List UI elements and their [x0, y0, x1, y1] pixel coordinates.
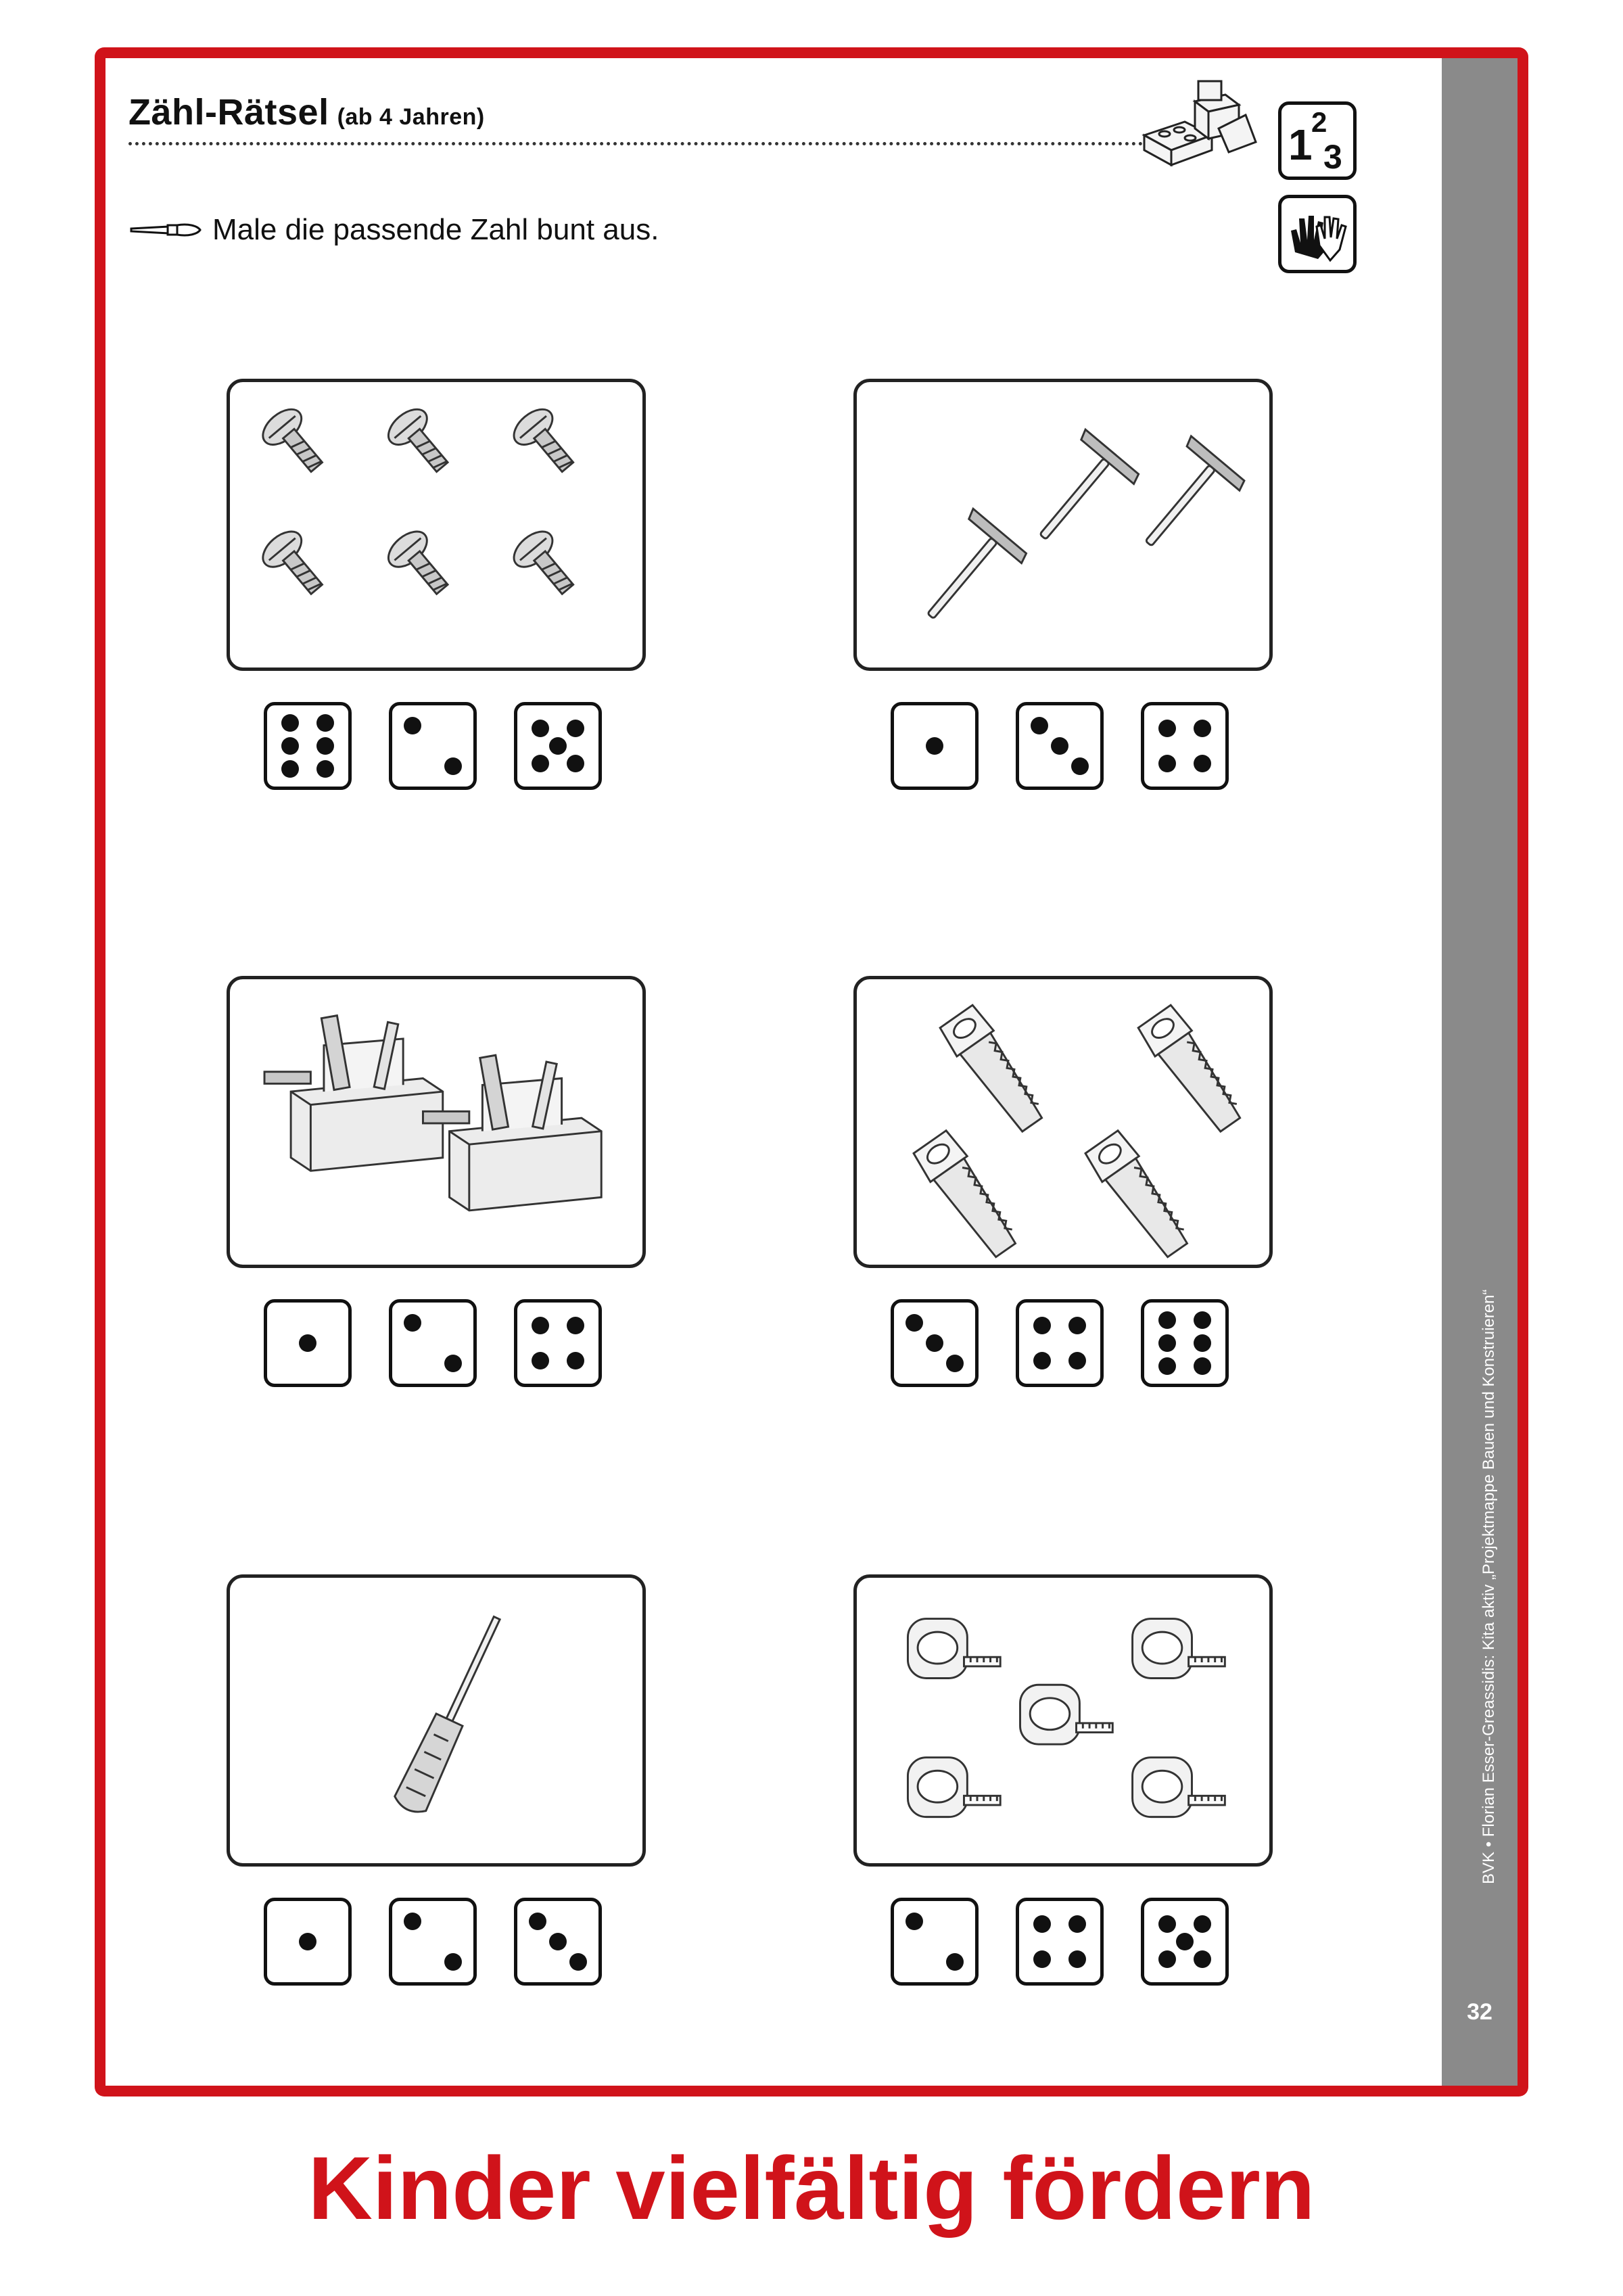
saw-1 [938, 1004, 1050, 1138]
sidebar-credit: BVK • Florian Esser-Greassidis: Kita aktiv „Projektmappe Bauen und Konstruieren“ [1480, 1289, 1498, 1884]
screw-2 [382, 402, 459, 482]
die-pip [1158, 1311, 1176, 1329]
die-pip [316, 737, 334, 755]
building-blocks-icon [1131, 74, 1259, 176]
screw-illustration [230, 382, 642, 667]
die-pip [444, 1953, 462, 1971]
die-pip [1068, 1317, 1086, 1334]
die-pip [1158, 755, 1176, 772]
slogan: Kinder vielfältig fördern [308, 2138, 1315, 2238]
die-1[interactable] [264, 1299, 352, 1387]
die-pip [532, 720, 549, 737]
toolbox-illustration [230, 979, 642, 1265]
die-pip [905, 1314, 923, 1332]
die-pip [316, 714, 334, 732]
die-pip [1031, 717, 1048, 734]
die-4[interactable] [1141, 702, 1229, 790]
die-pip [567, 1352, 584, 1369]
die-pip [1158, 1915, 1176, 1933]
die-pip [1033, 1915, 1051, 1933]
die-2[interactable] [389, 1898, 477, 1986]
saw-2 [1136, 1004, 1248, 1138]
die-pip [1194, 1357, 1211, 1375]
die-pip [316, 760, 334, 778]
die-pip [532, 1317, 549, 1334]
screw-3 [507, 402, 584, 482]
die-pip [567, 755, 584, 772]
picture-card-screw [227, 379, 646, 671]
die-pip [1194, 1915, 1211, 1933]
die-pip [281, 737, 299, 755]
screwdriver-illustration [230, 1578, 642, 1863]
die-4[interactable] [514, 1299, 602, 1387]
die-pip [567, 720, 584, 737]
picture-card-hammer [853, 379, 1273, 671]
die-pip [404, 1314, 421, 1332]
die-pip [1068, 1950, 1086, 1968]
die-pip [1194, 1950, 1211, 1968]
die-6[interactable] [1141, 1299, 1229, 1387]
die-pip [299, 1334, 316, 1352]
die-pip [1158, 720, 1176, 737]
tape-measure-5 [1133, 1758, 1225, 1817]
die-pip [404, 717, 421, 734]
die-pip [281, 760, 299, 778]
die-pip [281, 714, 299, 732]
hammer-3 [1121, 436, 1246, 567]
die-pip [549, 1933, 567, 1950]
die-pip [1071, 757, 1089, 775]
die-pip [946, 1355, 964, 1372]
die-pip [1158, 1950, 1176, 1968]
die-5[interactable] [1141, 1898, 1229, 1986]
screw-4 [256, 525, 333, 605]
die-2[interactable] [389, 1299, 477, 1387]
die-pip [1158, 1334, 1176, 1352]
die-pip [532, 755, 549, 772]
screw-1 [256, 402, 333, 482]
screw-6 [507, 525, 584, 605]
hands-icon [1278, 195, 1357, 273]
die-pip [946, 1953, 964, 1971]
paintbrush-icon [128, 218, 203, 242]
tape-measure-1 [908, 1619, 1000, 1679]
die-pip [569, 1953, 587, 1971]
toolbox-2 [423, 1055, 601, 1211]
picture-card-screwdriver [227, 1574, 646, 1867]
tape-measure-4 [908, 1758, 1000, 1817]
die-pip [1194, 720, 1211, 737]
hammer-2 [1015, 429, 1141, 560]
die-1[interactable] [891, 702, 979, 790]
sidebar [1442, 58, 1518, 2086]
die-pip [567, 1317, 584, 1334]
saw-3 [912, 1129, 1024, 1263]
die-pip [444, 757, 462, 775]
page-number: 32 [1467, 1999, 1492, 2025]
screwdriver-1 [392, 1611, 513, 1817]
die-pip [404, 1913, 421, 1930]
die-pip [1158, 1357, 1176, 1375]
die-3[interactable] [514, 1898, 602, 1986]
die-pip [529, 1913, 546, 1930]
screw-5 [382, 525, 459, 605]
picture-card-toolbox [227, 976, 646, 1268]
tape-measure-2 [1133, 1619, 1225, 1679]
die-pip [532, 1352, 549, 1369]
die-pip [1176, 1933, 1194, 1950]
saw-4 [1083, 1129, 1196, 1263]
tape-measure-3 [1020, 1685, 1113, 1744]
die-4[interactable] [1016, 1898, 1104, 1986]
die-pip [926, 1334, 943, 1352]
saw-illustration [857, 979, 1269, 1265]
die-pip [549, 737, 567, 755]
die-3[interactable] [891, 1299, 979, 1387]
title-dotted-rule [128, 142, 1210, 145]
hammer-illustration [857, 382, 1269, 667]
die-6[interactable] [264, 702, 352, 790]
instruction [128, 213, 659, 247]
die-pip [905, 1913, 923, 1930]
die-pip [926, 737, 943, 755]
page-title [128, 91, 485, 133]
age-note: (ab 4 Jahren) [337, 104, 485, 130]
die-pip [299, 1933, 316, 1950]
die-pip [1068, 1352, 1086, 1369]
die-pip [444, 1355, 462, 1372]
tape-measure-illustration [857, 1578, 1269, 1863]
die-pip [1033, 1317, 1051, 1334]
die-pip [1033, 1950, 1051, 1968]
numbers-123-icon: 1 2 3 [1278, 101, 1357, 180]
die-pip [1194, 1311, 1211, 1329]
picture-card-saw [853, 976, 1273, 1268]
die-pip [1033, 1352, 1051, 1369]
die-5[interactable] [514, 702, 602, 790]
instruction-text: Male die passende Zahl bunt aus. [212, 213, 659, 246]
die-2[interactable] [891, 1898, 979, 1986]
die-3[interactable] [1016, 702, 1104, 790]
title-text: Zähl-Rätsel [128, 92, 329, 133]
die-pip [1194, 1334, 1211, 1352]
die-pip [1068, 1915, 1086, 1933]
die-2[interactable] [389, 702, 477, 790]
die-pip [1194, 755, 1211, 772]
die-4[interactable] [1016, 1299, 1104, 1387]
toolbox-1 [264, 1016, 443, 1171]
hammer-1 [903, 509, 1029, 639]
picture-card-tape-measure [853, 1574, 1273, 1867]
die-pip [1051, 737, 1068, 755]
die-1[interactable] [264, 1898, 352, 1986]
